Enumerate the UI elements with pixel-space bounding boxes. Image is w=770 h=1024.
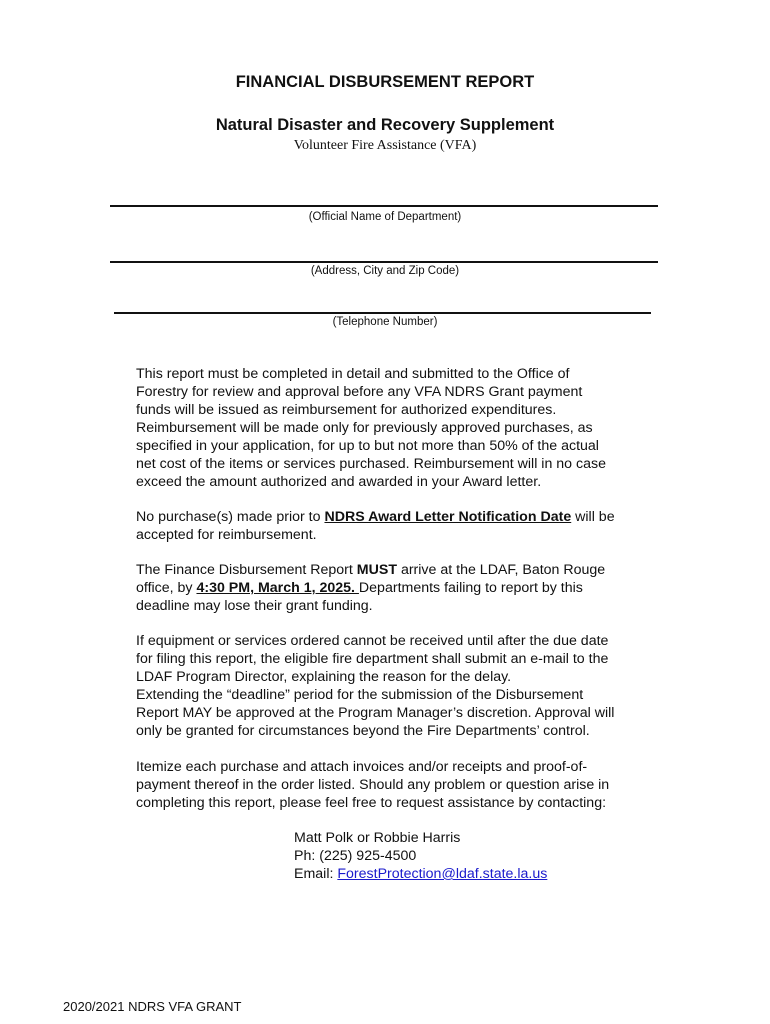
extension-line: If equipment or services ordered cannot be received until after the due date bbox=[136, 633, 609, 649]
purchase-date-line bbox=[136, 508, 656, 526]
contact-block bbox=[294, 829, 547, 883]
extension-line: LDAF Program Director, explaining the reason for the delay. bbox=[136, 669, 512, 685]
intro-line: funds will be issued as reimbursement for authorized expenditures. bbox=[136, 402, 557, 418]
deadline-paragraph bbox=[136, 561, 656, 615]
deadline-line bbox=[136, 579, 656, 597]
intro-line: This report must be completed in detail and submitted to the Office of bbox=[136, 366, 570, 382]
text-run: No purchase(s) made prior to bbox=[136, 509, 325, 525]
contact-names: Matt Polk or Robbie Harris bbox=[294, 830, 461, 846]
email-link[interactable]: ForestProtection@ldaf.state.la.us bbox=[337, 866, 548, 882]
text-run: The Finance Disbursement Report bbox=[136, 562, 357, 578]
intro-line: net cost of the items or services purchased. Reimbursement will in no case bbox=[136, 456, 606, 472]
page-footer: 2020/2021 NDRS VFA GRANT bbox=[63, 999, 242, 1014]
contact-email-line bbox=[294, 865, 547, 883]
extension-line: only be granted for circumstances beyond the Fire Departments’ control. bbox=[136, 723, 590, 739]
address-label: (Address, City and Zip Code) bbox=[310, 265, 460, 277]
intro-line: exceed the amount authorized and awarded in your Award letter. bbox=[136, 474, 542, 490]
text-run: arrive at the LDAF, Baton Rouge bbox=[397, 562, 606, 578]
program-name: Volunteer Fire Assistance (VFA) bbox=[293, 138, 477, 153]
department-name-label: (Official Name of Department) bbox=[308, 211, 462, 223]
intro-line: Reimbursement will be made only for previously approved purchases, as bbox=[136, 420, 593, 436]
extension-line: for filing this report, the eligible fire department shall submit an e-mail to the bbox=[136, 651, 609, 667]
department-name-line[interactable] bbox=[110, 205, 658, 207]
itemize-line: completing this report, please feel free to request assistance by contacting: bbox=[136, 795, 607, 811]
deadline-line: deadline may lose their grant funding. bbox=[136, 598, 373, 614]
must-emphasis: MUST bbox=[356, 562, 397, 578]
purchase-date-line: accepted for reimbursement. bbox=[136, 527, 317, 543]
address-line[interactable] bbox=[110, 261, 658, 263]
text-run: office, by bbox=[136, 580, 197, 596]
deadline-line bbox=[136, 561, 656, 579]
itemize-line: payment thereof in the order listed. Should any problem or question arise in bbox=[136, 777, 610, 793]
intro-line: specified in your application, for up to but not more than 50% of the actual bbox=[136, 438, 599, 454]
extension-paragraph bbox=[136, 632, 656, 740]
email-label: Email: bbox=[294, 866, 338, 882]
deadline-date: 4:30 PM, March 1, 2025. bbox=[196, 580, 359, 596]
intro-line: Forestry for review and approval before any VFA NDRS Grant payment bbox=[136, 384, 583, 400]
telephone-line[interactable] bbox=[114, 312, 651, 314]
extension-line: Report MAY be approved at the Program Manager’s discretion. Approval will bbox=[136, 705, 615, 721]
extension-line: Extending the “deadline” period for the submission of the Disbursement bbox=[136, 687, 584, 703]
purchase-date-paragraph bbox=[136, 508, 656, 544]
contact-phone: Ph: (225) 925-4500 bbox=[294, 848, 417, 864]
report-subtitle: Natural Disaster and Recovery Supplement bbox=[215, 116, 555, 134]
telephone-label: (Telephone Number) bbox=[332, 316, 438, 328]
award-letter-date-emphasis: NDRS Award Letter Notification Date bbox=[324, 509, 572, 525]
itemize-line: Itemize each purchase and attach invoices and/or receipts and proof-of- bbox=[136, 759, 588, 775]
text-run: Departments failing to report by this bbox=[358, 580, 583, 596]
text-run: will be bbox=[571, 509, 615, 525]
report-title: FINANCIAL DISBURSEMENT REPORT bbox=[235, 73, 535, 91]
intro-paragraph bbox=[136, 365, 656, 491]
itemize-paragraph bbox=[136, 758, 656, 812]
